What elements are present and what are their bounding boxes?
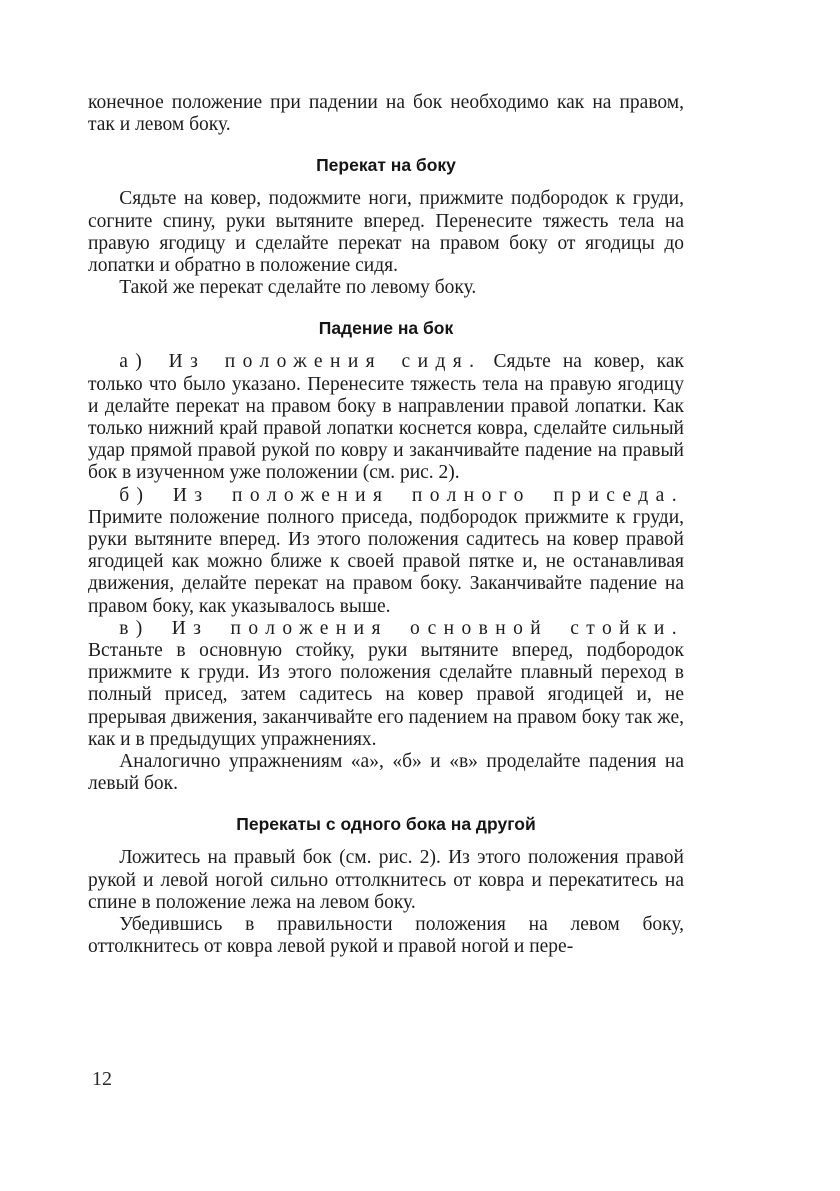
paragraph-fall-from-stance (88, 618, 684, 751)
paragraph-roll-right-to-left: Ложитесь на правый бок (см. рис. 2). Из этого положения правой рукой и левой ногой сильно оттолкнитесь от ковра и перекатитесь на спине в положение лежа на левом боку. (88, 847, 684, 913)
lead-from-sitting: а) Из положения сидя. (119, 351, 482, 373)
paragraph-roll-left: Такой же перекат сделайте по левому боку. (119, 277, 477, 299)
paragraph-roll-left-to-right: Убедившись в правильности положения на левом боку, оттолкнитесь от ковра левой рукой и правой ногой и пере- (88, 914, 684, 958)
paragraph-fall-left-side: Аналогично упражнениям «а», «б» и «в» проделайте падения на левый бок. (88, 751, 684, 795)
text-from-stance: Встаньте в основную стойку, руки вытяните вперед, подбородок прижмите к груди. Из этого положения сделайте плавный переход в полный присед, затем садитесь на ковер правой ягодицей и, не прерывая движения, заканчивайте его падением на правом боку так же, как и в предыдущих упражнениях. (88, 640, 684, 750)
section-title-side-to-side-rolls: Перекаты с одного бока на другой (236, 814, 536, 835)
paragraph-roll-right: Сядьте на ковер, подожмите ноги, прижмите подбородок к груди, согните спину, руки вытяните вперед. Перенесите тяжесть тела на правую ягодицу и сделайте перекат на правом боку от ягодицы до лопатки и обратно в положение сидя. (88, 188, 684, 277)
paragraph-fall-from-sitting (88, 351, 684, 484)
page-text-block (88, 92, 684, 959)
page-number: 12 (92, 1068, 112, 1090)
section-title-fall-on-side: Падение на бок (318, 318, 454, 339)
text-from-sitting: Сядьте на ковер, как только что было указано. Перенесите тяжесть тела на правую ягодицу и делайте перекат на правом боку в направлении правой лопатки. Как только нижний край правой лопатки коснется ковра, сделайте сильный удар прямой правой рукой по ковру и заканчивайте падение на правый бок в изученном уже положении (см. рис. 2). (88, 351, 684, 484)
text-from-squat: Примите положение полного приседа, подбородок прижмите к груди, руки вытяните вперед. Из этого положения садитесь на ковер правой ягодицей как можно ближе к своей правой пятке и, не останавливая движения, делайте перекат на правом боку. Заканчивайте падение на правом боку, как указывалось выше. (88, 506, 684, 617)
paragraph-fall-from-squat (88, 485, 684, 618)
lead-from-squat: б) Из положения полного приседа. (119, 484, 684, 506)
section-title-roll-on-side: Перекат на боку (316, 155, 456, 176)
lead-from-stance: в) Из положения основной стойки. (119, 617, 684, 639)
intro-paragraph: конечное положение при падении на бок необходимо как на правом, так и левом боку. (88, 92, 684, 136)
